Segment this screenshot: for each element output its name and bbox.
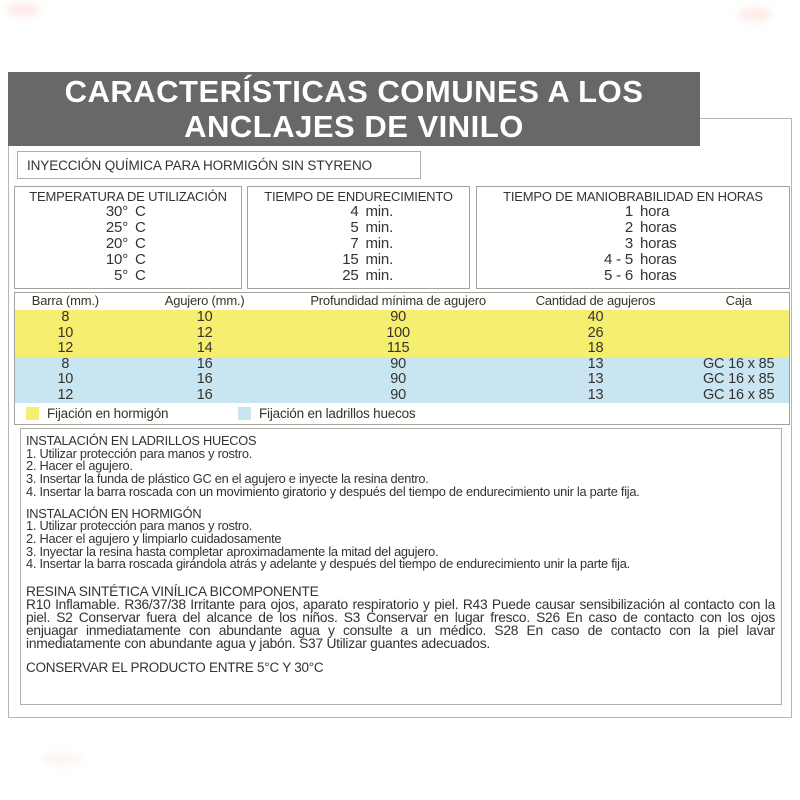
unit: C bbox=[135, 251, 146, 268]
page-title-line2: ANCLAJES DE VINILO bbox=[184, 109, 524, 144]
cell: 26 bbox=[587, 324, 604, 341]
unit: C bbox=[135, 203, 146, 220]
cell: 8 bbox=[61, 309, 70, 325]
unit: horas bbox=[640, 251, 677, 268]
table-row bbox=[15, 341, 789, 357]
unit: min. bbox=[365, 235, 394, 252]
table-row bbox=[248, 236, 469, 252]
col-header-cantidad: Cantidad de agujeros bbox=[535, 293, 656, 308]
safety-paragraph: R10 Inflamable. R36/37/38 Irritante para ojos, aparato respiratorio y piel. R43 Puede causar sensibilización al contacto con la piel. S2 Conservar fuera del alcance de los niños. S3 Conservar en lugar fresco. S26 En caso de contacto con los ojos enjuagar inmediatamente con abundante agua y consulte a un médico. S28 En caso de contacto con la piel lavar inmediatamente con abundante agua y jabón. S37 Utilizar guantes adecuados. bbox=[26, 597, 775, 652]
value: 30° bbox=[105, 203, 128, 220]
cell: 16 bbox=[196, 371, 213, 387]
table-row bbox=[15, 236, 241, 252]
cell: GC 16 x 85 bbox=[702, 386, 775, 403]
step: 1. Utilizar protección para manos y rostro. bbox=[26, 518, 253, 534]
col-header-barra: Barra (mm.) bbox=[31, 293, 99, 308]
section-hollow-bricks-install bbox=[26, 435, 775, 499]
blue-swatch-icon bbox=[238, 407, 251, 420]
cell: 18 bbox=[587, 340, 604, 356]
value: 4 bbox=[350, 203, 359, 220]
legend-label: Fijación en ladrillos huecos bbox=[259, 406, 416, 421]
table-row bbox=[15, 326, 789, 342]
hardening-time-table-header: TIEMPO DE ENDURECIMIENTO bbox=[264, 189, 453, 204]
table-row bbox=[477, 268, 789, 284]
cell: 100 bbox=[386, 324, 410, 341]
section-title: INSTALACIÓN EN HORMIGÓN bbox=[26, 505, 202, 521]
unit: C bbox=[135, 219, 146, 236]
table-legend bbox=[15, 403, 789, 424]
value: 7 bbox=[350, 235, 359, 252]
cell: 90 bbox=[390, 371, 406, 387]
cell: 16 bbox=[196, 386, 213, 403]
legend-item-hollow-bricks bbox=[238, 406, 416, 421]
workability-time-table bbox=[476, 186, 790, 289]
table-row bbox=[15, 372, 789, 388]
workability-time-table-header: TIEMPO DE MANIOBRABILIDAD EN HORAS bbox=[503, 189, 763, 204]
cell: 90 bbox=[390, 355, 406, 372]
cell: 13 bbox=[587, 386, 604, 403]
unit: min. bbox=[365, 267, 394, 284]
value: 25 bbox=[342, 267, 359, 284]
value: 5 bbox=[350, 219, 359, 236]
value: 2 bbox=[624, 219, 633, 236]
table-row bbox=[248, 220, 469, 236]
section-concrete-install bbox=[26, 505, 775, 572]
cell: GC 16 x 85 bbox=[702, 371, 775, 387]
page-title-line1: CARACTERÍSTICAS COMUNES A LOS bbox=[64, 74, 644, 109]
table-row bbox=[248, 268, 469, 284]
cell: GC 16 x 85 bbox=[702, 355, 775, 372]
value: 3 bbox=[624, 235, 633, 252]
temperature-table bbox=[14, 186, 242, 289]
section-title: INSTALACIÓN EN LADRILLOS HUECOS bbox=[26, 433, 257, 448]
unit: horas bbox=[640, 267, 677, 284]
section-title: RESINA SINTÉTICA VINÍLICA BICOMPONENTE bbox=[26, 584, 319, 600]
step: 3. Insertar la funda de plástico GC en el agujero e inyecte la resina dentro. bbox=[26, 471, 429, 487]
table-row bbox=[15, 220, 241, 236]
cell: 40 bbox=[587, 309, 604, 325]
cell: 13 bbox=[587, 355, 604, 372]
value: 20° bbox=[105, 235, 128, 252]
table-row bbox=[477, 220, 789, 236]
step: 4. Insertar la barra roscada girándola atrás y adelante y después del tiempo de endurecimiento unir la parte fija. bbox=[26, 556, 630, 572]
yellow-swatch-icon bbox=[26, 407, 39, 420]
table-row bbox=[15, 204, 241, 220]
legend-label: Fijación en hormigón bbox=[47, 406, 169, 421]
value: 25° bbox=[105, 219, 128, 236]
value: 5° bbox=[114, 267, 128, 284]
value: 10° bbox=[105, 251, 128, 268]
hardening-time-table bbox=[247, 186, 470, 289]
unit: min. bbox=[365, 203, 394, 220]
table-row bbox=[15, 357, 789, 373]
unit: min. bbox=[365, 219, 394, 236]
table-row bbox=[15, 268, 241, 284]
legend-item-concrete bbox=[26, 406, 238, 421]
cell bbox=[688, 310, 789, 326]
unit: horas bbox=[640, 219, 677, 236]
step: 4. Insertar la barra roscada con un movimiento giratorio y después del tiempo de endurecimiento unir la parte fija. bbox=[26, 483, 640, 499]
table-header-row bbox=[15, 293, 789, 310]
col-header-caja: Caja bbox=[725, 293, 752, 308]
temperature-table-header: TEMPERATURA DE UTILIZACIÓN bbox=[29, 189, 227, 204]
step: 2. Hacer el agujero y limpiarlo cuidadosamente bbox=[26, 530, 282, 546]
value: 15 bbox=[342, 251, 359, 268]
cell: 13 bbox=[587, 371, 604, 387]
table-row bbox=[477, 204, 789, 220]
cell: 12 bbox=[57, 386, 74, 403]
cell: 8 bbox=[61, 355, 70, 372]
cell: 115 bbox=[386, 340, 410, 356]
unit: C bbox=[135, 267, 146, 284]
table-row bbox=[248, 204, 469, 220]
instructions-box bbox=[20, 428, 782, 705]
col-header-agujero: Agujero (mm.) bbox=[164, 293, 245, 308]
unit: min. bbox=[365, 251, 394, 268]
cell: 90 bbox=[390, 309, 406, 325]
unit: hora bbox=[640, 203, 670, 220]
cell: 14 bbox=[196, 340, 213, 356]
cell: 12 bbox=[57, 340, 74, 356]
unit: C bbox=[135, 235, 146, 252]
value: 1 bbox=[624, 203, 633, 220]
cell: 10 bbox=[57, 324, 74, 341]
table-row bbox=[477, 252, 789, 268]
step: 1. Utilizar protección para manos y rostro. bbox=[26, 445, 253, 461]
table-row bbox=[248, 252, 469, 268]
cell bbox=[688, 326, 789, 342]
title-banner bbox=[8, 72, 700, 146]
section-resin-safety bbox=[26, 585, 775, 650]
anchor-sizing-table bbox=[14, 292, 790, 425]
product-subtitle: INYECCIÓN QUÍMICA PARA HORMIGÓN SIN STYRENO bbox=[17, 151, 421, 179]
step: 3. Inyectar la resina hasta completar aproximadamente la mitad del agujero. bbox=[26, 543, 439, 559]
cell: 16 bbox=[196, 355, 213, 372]
step: 2. Hacer el agujero. bbox=[26, 458, 133, 474]
scan-artifact bbox=[40, 754, 84, 765]
unit: horas bbox=[640, 235, 677, 252]
cell: 90 bbox=[390, 386, 406, 403]
value: 5 - 6 bbox=[603, 267, 633, 284]
table-row bbox=[477, 236, 789, 252]
cell: 10 bbox=[196, 309, 213, 325]
scan-artifact bbox=[6, 4, 40, 16]
table-row bbox=[15, 252, 241, 268]
cell bbox=[688, 341, 789, 357]
value: 4 - 5 bbox=[603, 251, 633, 268]
cell: 12 bbox=[196, 324, 213, 341]
storage-note: CONSERVAR EL PRODUCTO ENTRE 5°C Y 30°C bbox=[26, 660, 324, 676]
scan-artifact bbox=[738, 8, 772, 21]
table-row bbox=[15, 310, 789, 326]
table-row bbox=[15, 388, 789, 404]
cell: 10 bbox=[57, 371, 74, 387]
col-header-profundidad: Profundidad mínima de agujero bbox=[310, 293, 486, 308]
